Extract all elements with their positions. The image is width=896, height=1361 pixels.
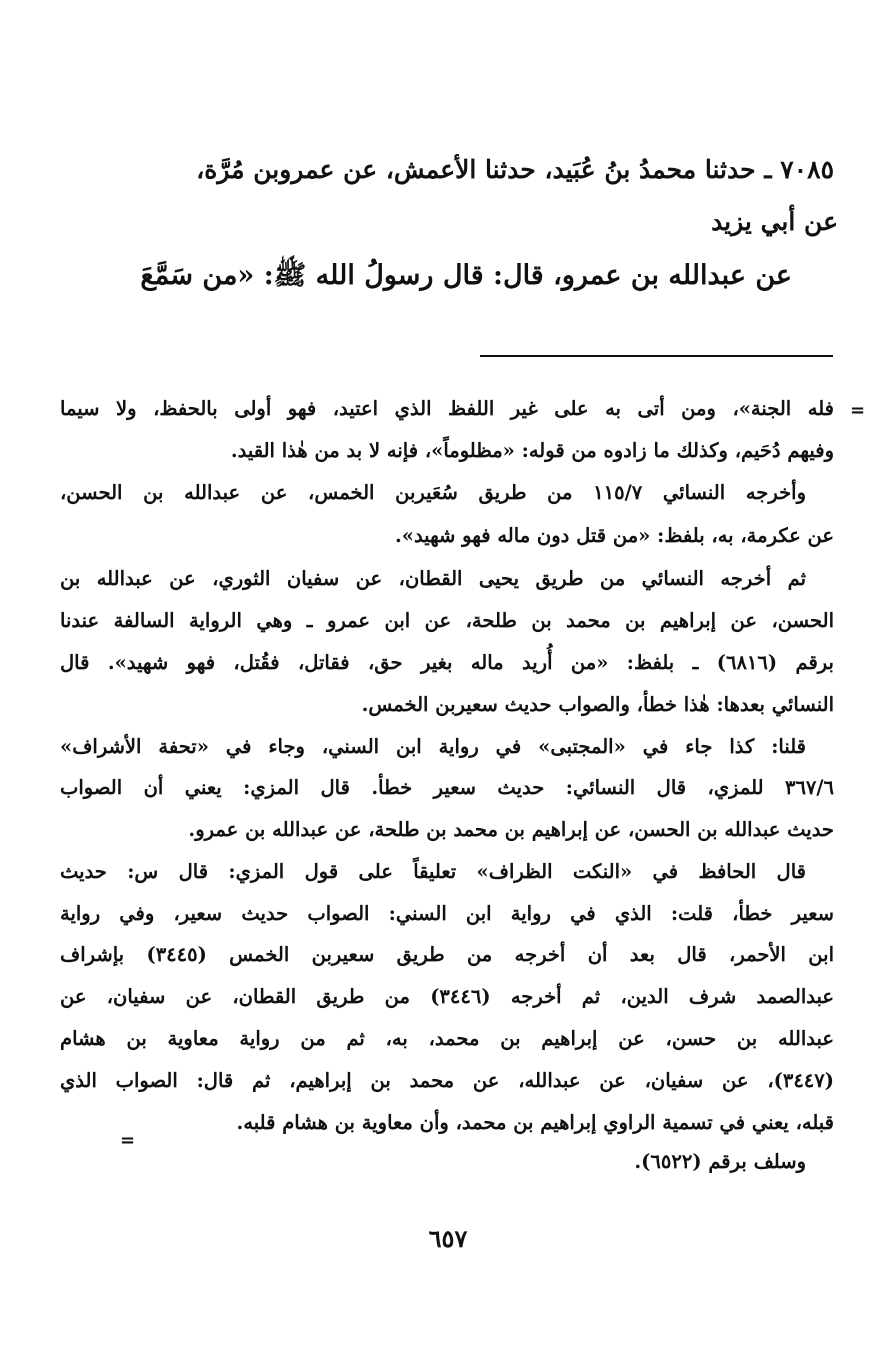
footnote-line: عبدالصمد شرف الدين، ثم أخرجه (٣٤٤٦) من طريق القطان، عن سفيان، عن: [60, 985, 834, 1008]
footnote-line: ٣٦٧/٦ للمزي، قال النسائي: حديث سعير خطأ. قال المزي: يعني أن الصواب: [60, 776, 834, 799]
footnote-end-mark: =: [120, 1130, 136, 1151]
footnote-line: عبدالله بن حسن، عن إبراهيم بن محمد، به، ثم من رواية معاوية بن هشام: [60, 1027, 834, 1050]
footnote-line: قال الحافظ في «النكت الظراف» تعليقاً على قول المزي: قال س: حديث: [60, 860, 806, 883]
footnote-line: ابن الأحمر، قال بعد أن أخرجه من طريق سعيربن الخمس (٣٤٤٥) بإشراف: [60, 943, 834, 966]
footnote-line: وأخرجه النسائي ١١٥/٧ من طريق سُعَيربن الخمس، عن عبدالله بن الحسن،: [60, 481, 807, 504]
footnote-line: وسلف برقم (٦٥٢٢).: [634, 1150, 806, 1173]
footnote-continuation-mark: =: [850, 400, 866, 421]
footnote-line: برقم (٦٨١٦) ـ بلفظ: «من أُريد ماله بغير حق، فقاتل، فقُتل، فهو شهيد». قال: [60, 651, 834, 674]
hadith-line-1: ٧٠٨٥ ـ حدثنا محمدُ بنُ عُبَيد، حدثنا الأعمش، عن عمروبن مُرَّة،: [196, 155, 834, 184]
footnote-line: فله الجنة»، ومن أتى به على غير اللفظ الذي اعتيد، فهو أولى بالحفظ، ولا سيما: [60, 397, 834, 420]
footnote-line: سعير خطأ، قلت: الذي في رواية ابن السني: الصواب حديث سعير، وفي رواية: [60, 902, 834, 925]
footnote-line: النسائي بعدها: هٰذا خطأ، والصواب حديث سعيربن الخمس.: [361, 693, 834, 716]
footnote-line: وفيهم دُحَيم، وكذلك ما زادوه من قوله: «مظلوماً»، فإنه لا بد من هٰذا القيد.: [230, 439, 834, 462]
hadith-line-2: عن أبي يزيد: [711, 207, 838, 236]
hadith-line-3: عن عبدالله بن عمرو، قال: قال رسولُ الله ﷺ: «من سَمَّعَ: [140, 260, 792, 291]
footnote-line: قبله، يعني في تسمية الراوي إبراهيم بن محمد، وأن معاوية بن هشام قلبه.: [236, 1111, 834, 1134]
footnote-line: حديث عبدالله بن الحسن، عن إبراهيم بن محمد بن طلحة، عن عبدالله بن عمرو.: [188, 818, 834, 841]
footnote-line: عن عكرمة، به، بلفظ: «من قتل دون ماله فهو شهيد».: [394, 524, 834, 547]
footnote-line: ثم أخرجه النسائي من طريق يحيى القطان، عن سفيان الثوري، عن عبدالله بن: [60, 567, 806, 590]
footnote-line: الحسن، عن إبراهيم بن محمد بن طلحة، عن ابن عمرو ـ وهي الرواية السالفة عندنا: [60, 609, 834, 632]
page-number: ٦٥٧: [428, 1224, 468, 1253]
footnote-line: (٣٤٤٧)، عن سفيان، عن عبدالله، عن محمد بن إبراهيم، ثم قال: الصواب الذي: [60, 1069, 834, 1092]
footnote-line: قلنا: كذا جاء في «المجتبى» في رواية ابن السني، وجاء في «تحفة الأشراف»: [60, 735, 806, 758]
footnote-divider: [480, 355, 833, 357]
